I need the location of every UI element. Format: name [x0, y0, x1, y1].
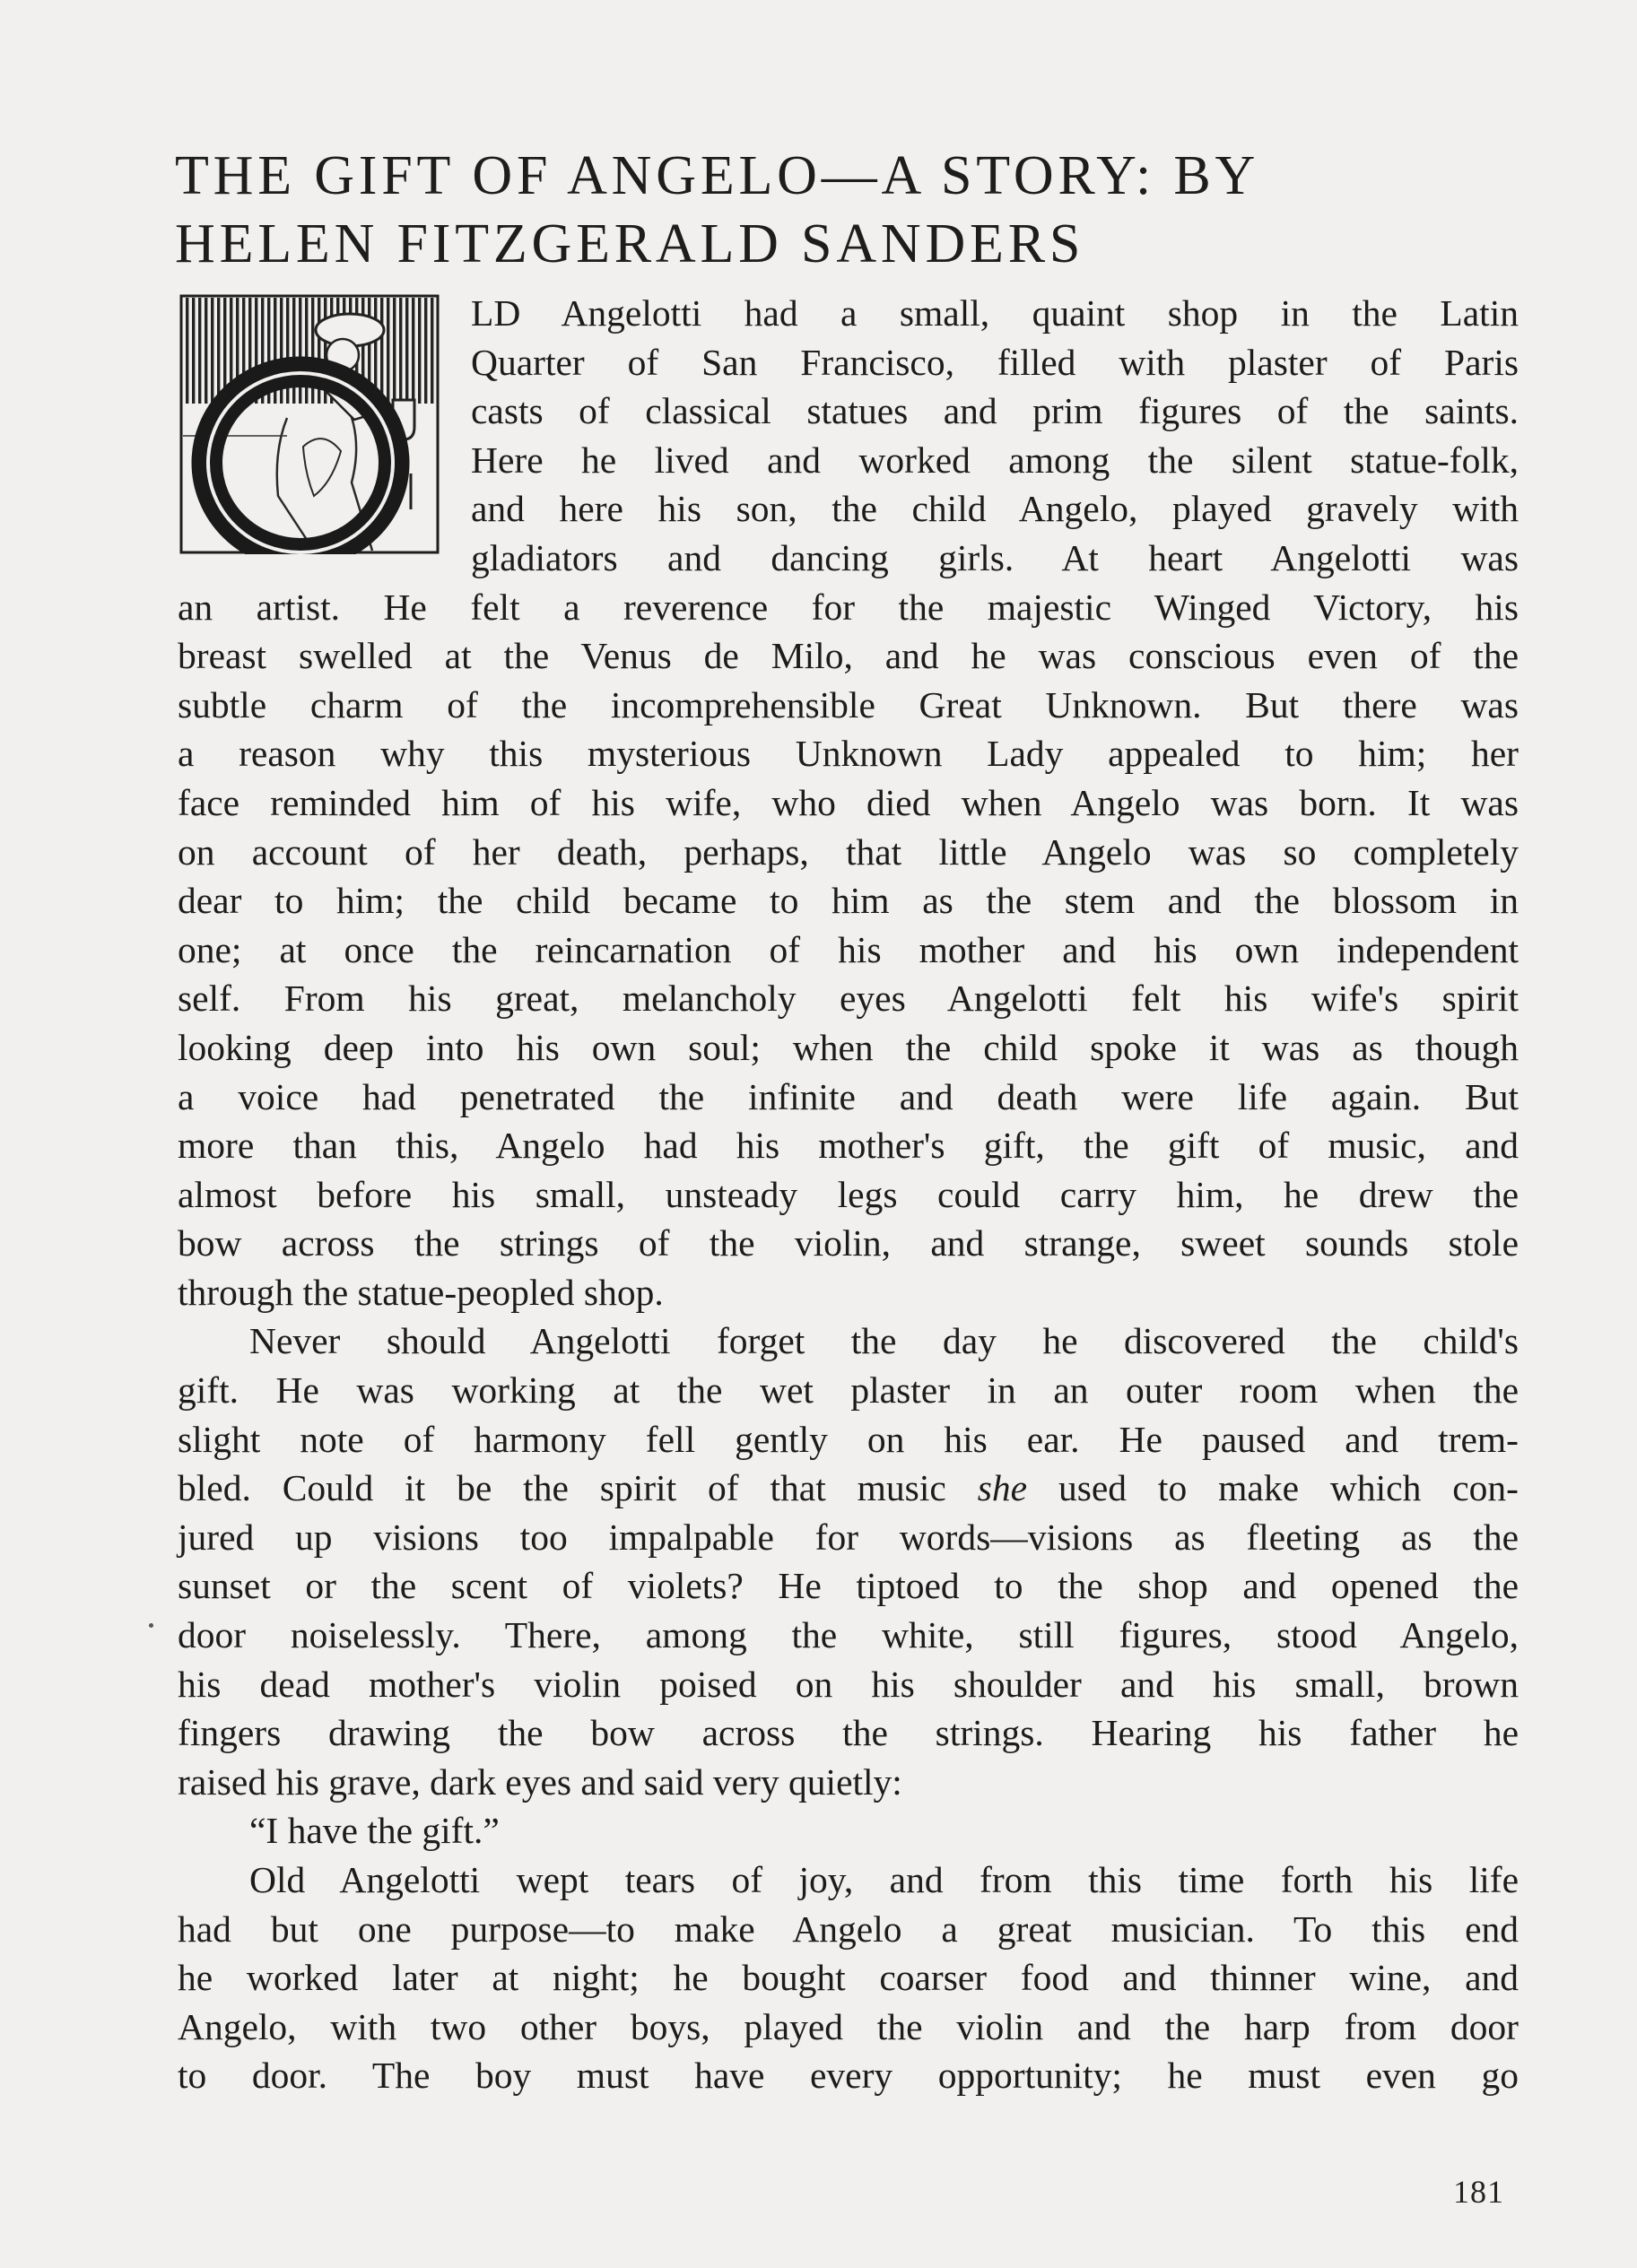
story-body — [178, 289, 1519, 2100]
paragraph-2-line-4 — [178, 1464, 1519, 1513]
para1-line: subtle charm of the incomprehensible Great Unknown. But there was — [178, 683, 1519, 726]
para3-line: had but one purpose—to make Angelo a great musician. To this end — [178, 1907, 1519, 1950]
para1-line: on account of her death, perhaps, that little Angelo was so completely — [178, 830, 1519, 873]
para2rest-line: his dead mother's violin poised on his shoulder and his small, brown — [178, 1663, 1519, 1705]
para3-line: Old Angelotti wept tears of joy, and from this time forth his life — [249, 1859, 1519, 1900]
para2rest-line: sunset or the scent of violets? He tiptoed to the shop and opened the — [178, 1565, 1519, 1607]
italic-she: she — [977, 1467, 1028, 1509]
para2rest-line: jured up visions too impalpable for words—visions as fleeting as the — [178, 1516, 1519, 1558]
para1-line: a voice had penetrated the infinite and death were life again. But — [178, 1075, 1519, 1117]
page-number: 181 — [1453, 2174, 1504, 2210]
para2-line: gift. He was working at the wet plaster in an outer room when the — [178, 1369, 1519, 1412]
para1-line: one; at once the reincarnation of his mother and his own independent — [178, 928, 1519, 970]
print-speck — [149, 1623, 153, 1628]
para3-line: Angelo, with two other boys, played the violin and the harp from door — [178, 2005, 1519, 2047]
para1-line: a reason why this mysterious Unknown Lady appealed to him; her — [178, 733, 1519, 775]
paragraph-3 — [178, 1855, 1519, 2100]
para1-line: almost before his small, unsteady legs could carry him, he drew the — [178, 1173, 1519, 1215]
para1-line: an artist. He felt a reverence for the majestic Winged Victory, his — [178, 586, 1519, 628]
para1-line: self. From his great, melancholy eyes Angelotti felt his wife's spirit — [178, 978, 1519, 1020]
para2-line: Never should Angelotti forget the day he discovered the child's — [249, 1320, 1519, 1362]
line-text-after: used to make which con- — [1027, 1467, 1519, 1509]
para1-line: dear to him; the child became to him as the stem and the blossom in — [178, 880, 1519, 922]
quoted-speech: “I have the gift.” — [249, 1810, 500, 1852]
para1-line: LD Angelotti had a small, quaint shop in the Latin — [471, 292, 1519, 334]
para2rest-line: fingers drawing the bow across the strings. Hearing his father he — [178, 1712, 1519, 1754]
para1-line: Here he lived and worked among the silent statue-folk, — [471, 439, 1519, 481]
para1-line: casts of classical statues and prim figures of the saints. — [471, 390, 1519, 432]
line-text-before: bled. Could it be the spirit of that music — [178, 1467, 978, 1509]
para2-line: slight note of harmony fell gently on his ear. He paused and trem- — [178, 1418, 1519, 1460]
story-title — [175, 142, 1520, 278]
para1-line: gladiators and dancing girls. At heart Angelotti was — [471, 536, 1519, 578]
para2rest-line: raised his grave, dark eyes and said very quietly: — [178, 1760, 902, 1803]
paragraph-2 — [178, 1316, 1519, 1464]
para1-line: bow across the strings of the violin, and strange, sweet sounds stole — [178, 1222, 1519, 1264]
title-line-2: HELEN FITZGERALD SANDERS — [175, 213, 1085, 274]
para3-line: to door. The boy must have every opportunity; he must even go — [178, 2055, 1519, 2097]
para1-line: looking deep into his own soul; when the child spoke it was as though — [178, 1026, 1519, 1068]
para3-line: he worked later at night; he bought coarser food and thinner wine, and — [178, 1957, 1519, 1999]
para2rest-line: door noiselessly. There, among the white, still figures, stood Angelo, — [178, 1614, 1519, 1656]
para1-line: and here his son, the child Angelo, played gravely with — [471, 488, 1519, 530]
para1-line: breast swelled at the Venus de Milo, and he was conscious even of the — [178, 635, 1519, 677]
para1-line: face reminded him of his wife, who died when Angelo was born. It was — [178, 781, 1519, 823]
para1-line: more than this, Angelo had his mother's gift, the gift of music, and — [178, 1125, 1519, 1167]
paragraph-2-continued — [178, 1513, 1519, 1807]
para1-line: through the statue-peopled shop. — [178, 1271, 664, 1313]
para1-line: Quarter of San Francisco, filled with plaster of Paris — [471, 341, 1519, 383]
title-line-1: THE GIFT OF ANGELO—A STORY: BY — [175, 145, 1260, 206]
paragraph-1 — [178, 289, 1519, 1316]
